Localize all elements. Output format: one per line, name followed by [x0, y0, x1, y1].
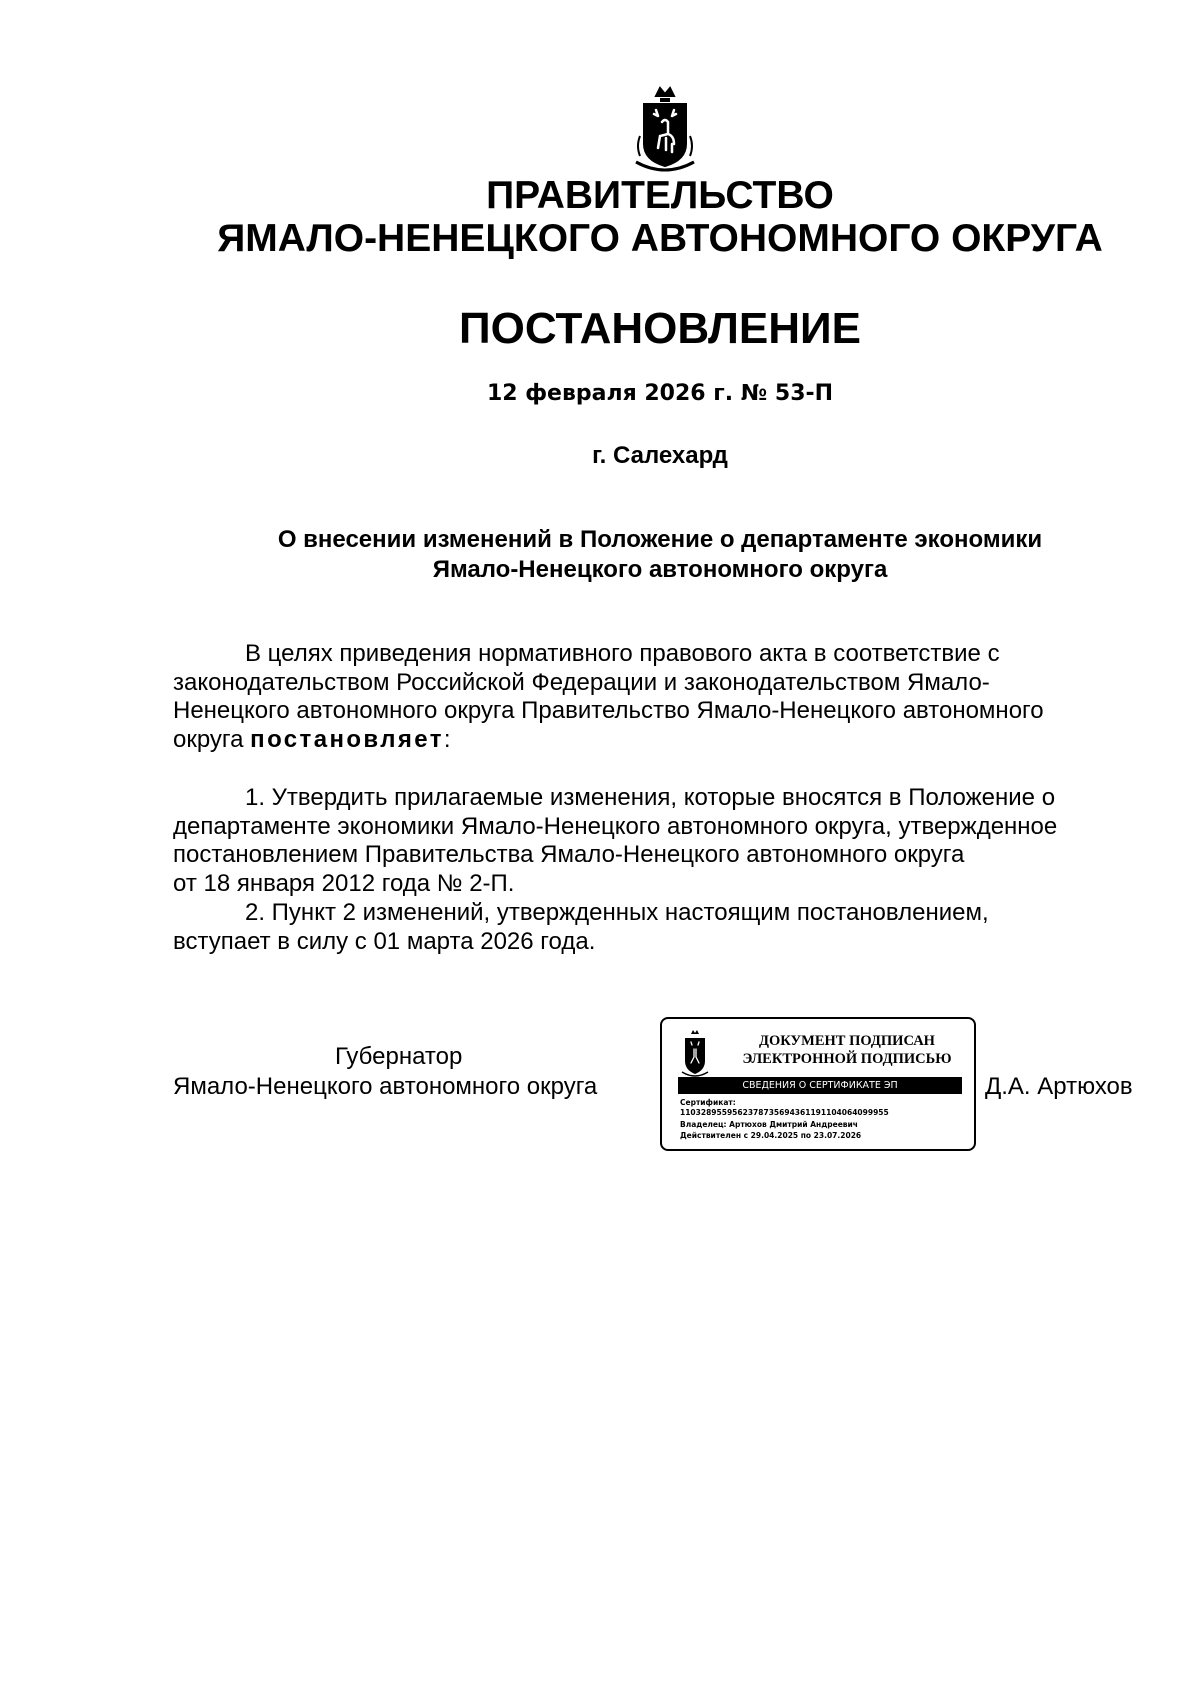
government-name-line1: ПРАВИТЕЛЬСТВО	[486, 174, 834, 217]
document-type-title: ПОСТАНОВЛЕНИЕ	[458, 304, 862, 353]
document-date-number: 12 февраля 2026 г. № 53-П	[486, 381, 834, 406]
certificate-label: Сертификат:	[680, 1098, 736, 1107]
item-1-line: от 18 января 2012 года № 2-П.	[173, 869, 515, 897]
item-1-line: постановлением Правительства Ямало-Ненецкого автономного округа	[173, 841, 965, 868]
item-2-paragraph	[173, 899, 1145, 956]
item-2-line: вступает в силу с 01 марта 2026 года.	[173, 927, 596, 955]
stamp-heading-line1: ДОКУМЕНТ ПОДПИСАН	[759, 1033, 935, 1049]
preamble-last-line	[173, 726, 1145, 755]
electronic-signature-stamp	[660, 1017, 976, 1151]
government-name-line2: ЯМАЛО-НЕНЕЦКОГО АВТОНОМНОГО ОКРУГА	[217, 217, 1103, 260]
signatory-name: Д.А. Артюхов	[985, 1073, 1133, 1100]
certificate-number: 1103289559562378735694361191104064099955	[680, 1108, 889, 1117]
item-1-paragraph	[173, 784, 1145, 898]
preamble-line: Ненецкого автономного округа Правительство Ямало-Ненецкого автономного	[173, 697, 1044, 724]
signatory-role-line2: Ямало-Ненецкого автономного округа	[173, 1073, 598, 1100]
certificate-info-bar: СВЕДЕНИЯ О СЕРТИФИКАТЕ ЭП	[678, 1077, 962, 1094]
stamp-coat-of-arms-icon	[680, 1029, 710, 1079]
resolves-keyword: постановляет	[250, 725, 444, 753]
document-subject-line1: О внесении изменений в Положение о департаменте экономики	[277, 526, 1043, 553]
certificate-validity: Действителен с 29.04.2025 по 23.07.2026	[680, 1131, 862, 1140]
stamp-heading-line2: ЭЛЕКТРОННОЙ ПОДПИСЬЮ	[742, 1051, 952, 1067]
coat-of-arms-icon	[632, 86, 698, 176]
preamble-line: законодательством Российской Федерации и законодательством Ямало-	[173, 668, 990, 696]
preamble-last-suffix: :	[443, 725, 451, 753]
preamble-paragraph	[173, 640, 1145, 754]
item-1-line: департаменте экономики Ямало-Ненецкого автономного округа, утвержденное	[173, 812, 1058, 840]
document-city: г. Салехард	[592, 442, 728, 469]
preamble-line: В целях приведения нормативного правового акта в соответствие с	[245, 640, 1000, 667]
preamble-last-prefix: округа	[173, 725, 251, 753]
signatory-role-line1: Губернатор	[335, 1043, 463, 1070]
item-1-line: 1. Утвердить прилагаемые изменения, которые вносятся в Положение о	[245, 784, 1056, 811]
document-subject-line2: Ямало-Ненецкого автономного округа	[432, 556, 888, 583]
certificate-owner: Владелец: Артюхов Дмитрий Андреевич	[680, 1120, 858, 1129]
item-2-line: 2. Пункт 2 изменений, утвержденных настоящим постановлением,	[245, 899, 989, 926]
